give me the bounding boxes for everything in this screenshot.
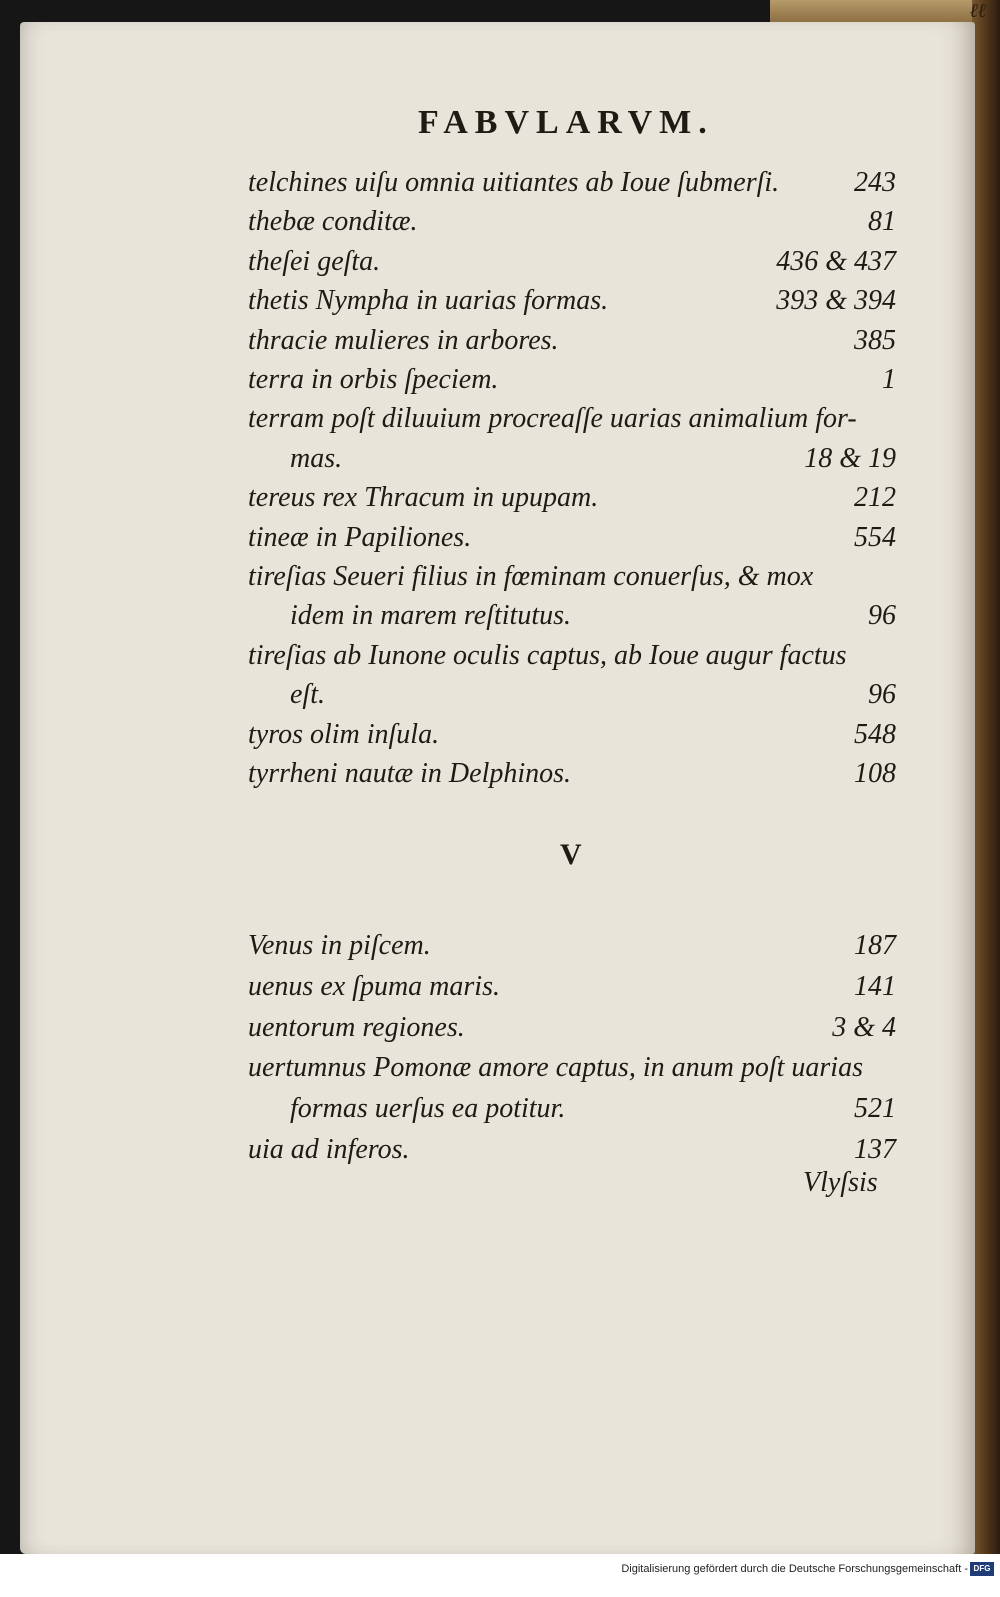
entry-page-ref: 96 <box>868 600 896 632</box>
entry-text: tireſias ab Iunone oculis captus, ab Ioue augur factus <box>248 639 847 671</box>
entry-page-ref: 96 <box>868 679 896 711</box>
running-head: FABVLARVM. <box>418 104 714 141</box>
index-entry <box>248 440 896 478</box>
index-entry <box>248 927 896 965</box>
entry-page-ref: 108 <box>854 758 896 789</box>
entry-page-ref: 436 & 437 <box>776 245 896 277</box>
page-edge <box>972 0 1000 1560</box>
entry-text: terram poſt diluuium procreaſſe uarias animalium for- <box>248 403 857 435</box>
corner-note: ℓℓ <box>969 0 986 22</box>
index-entry <box>248 400 896 438</box>
index-entry <box>248 755 896 793</box>
entry-page-ref: 243 <box>854 167 896 198</box>
entry-text: tireſias Seueri filius in fœminam conuerſus, & mox <box>248 561 814 592</box>
digitization-credit: Digitalisierung gefördert durch die Deutsche Forschungsgemeinschaft - <box>621 1563 968 1575</box>
entry-text: tereus rex Thracum in upupam. <box>248 482 599 514</box>
entry-text: Venus in piſcem. <box>248 930 431 961</box>
index-entry <box>248 637 896 675</box>
entry-text: tyros olim inſula. <box>248 718 440 750</box>
entry-text: terra in orbis ſpeciem. <box>248 364 499 395</box>
entry-page-ref: 521 <box>854 1093 896 1125</box>
entry-text: tyrrheni nautæ in Delphinos. <box>248 758 572 789</box>
entry-text: tineæ in Papiliones. <box>248 521 472 553</box>
entry-page-ref: 81 <box>868 206 896 238</box>
index-entry <box>248 282 896 320</box>
entry-text: uenus ex ſpuma maris. <box>248 970 500 1002</box>
index-entry <box>248 322 896 360</box>
index-entry <box>248 597 896 635</box>
entry-text: eſt. <box>290 679 325 711</box>
entry-text: thebæ conditæ. <box>248 206 418 238</box>
entry-text: idem in marem reſtitutus. <box>290 600 572 632</box>
index-entry <box>248 479 896 517</box>
entry-text: uentorum regiones. <box>248 1011 465 1043</box>
entry-text: formas uerſus ea potitur. <box>290 1093 566 1125</box>
index-entry <box>248 676 896 714</box>
index-entry <box>248 164 896 202</box>
entry-page-ref: 141 <box>854 970 896 1002</box>
index-entry <box>248 968 896 1006</box>
catchword: Vlyſsis <box>803 1167 878 1198</box>
index-entry <box>248 558 896 596</box>
letter-heading: V <box>560 838 582 871</box>
entry-page-ref: 554 <box>854 521 896 553</box>
entry-page-ref: 548 <box>854 718 896 750</box>
dfg-logo: DFG <box>970 1562 994 1576</box>
entry-page-ref: 187 <box>854 930 896 961</box>
entry-text: uertumnus Pomonæ amore captus, in anum poſt uarias <box>248 1052 863 1084</box>
index-entry <box>248 243 896 281</box>
top-page-strip <box>770 0 1000 24</box>
entry-page-ref: 18 & 19 <box>804 442 896 474</box>
index-entry <box>248 361 896 399</box>
entry-text: uia ad inferos. <box>248 1134 410 1165</box>
entry-text: thracie mulieres in arbores. <box>248 324 559 356</box>
entry-text: mas. <box>290 442 343 474</box>
entry-page-ref: 137 <box>854 1134 896 1165</box>
footer-bar <box>0 1554 1000 1597</box>
entry-page-ref: 393 & 394 <box>776 285 896 317</box>
index-entry <box>248 1090 896 1128</box>
entry-text: thetis Nympha in uarias formas. <box>248 285 609 317</box>
entry-page-ref: 385 <box>854 324 896 356</box>
index-entry <box>248 519 896 557</box>
index-entry <box>248 1131 896 1169</box>
entry-page-ref: 1 <box>882 364 896 395</box>
entry-page-ref: 212 <box>854 482 896 514</box>
entry-text: telchines uiſu omnia uitiantes ab Ioue ſubmerſi. <box>248 167 780 198</box>
index-entry <box>248 716 896 754</box>
entry-page-ref: 3 & 4 <box>832 1011 896 1043</box>
entry-text: theſei geſta. <box>248 245 381 277</box>
index-entry <box>248 203 896 241</box>
index-entry <box>248 1049 896 1087</box>
index-entry <box>248 1009 896 1047</box>
